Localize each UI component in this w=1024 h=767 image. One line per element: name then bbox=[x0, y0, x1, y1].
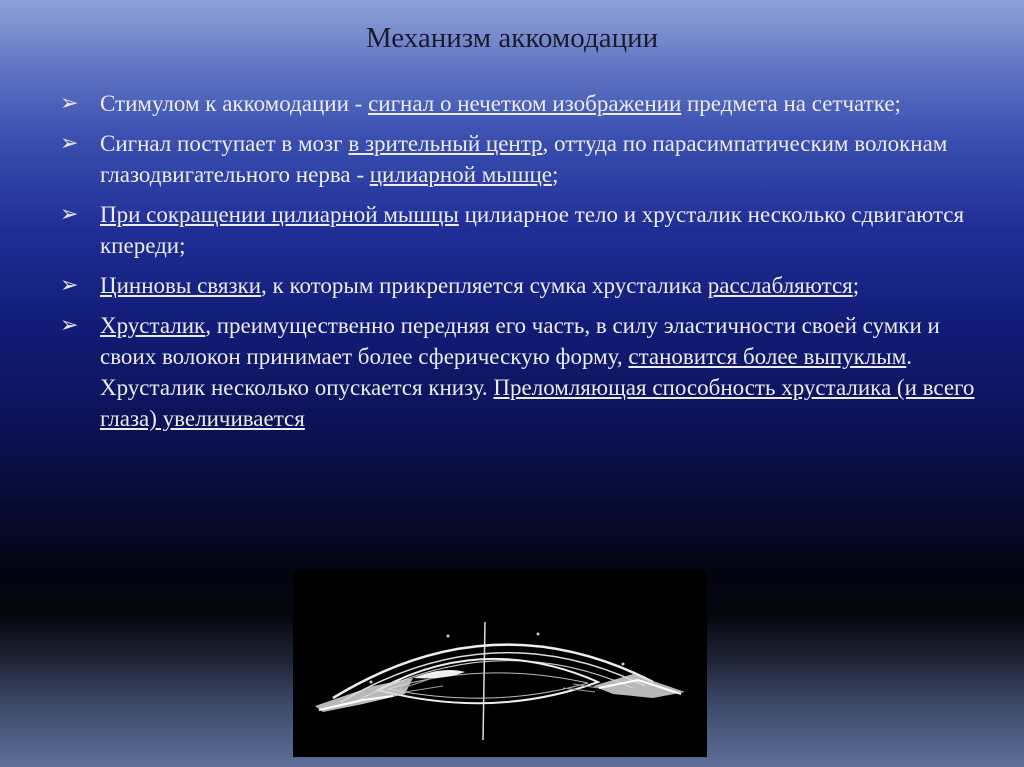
text-segment: . Хрусталик несколько опускается книзу. bbox=[100, 344, 913, 400]
arrow-bullet-icon: ➢ bbox=[60, 202, 79, 227]
underlined-term: сигнал о нечетком изображении bbox=[368, 91, 682, 116]
text-segment: ; bbox=[852, 273, 860, 298]
bullet-text bbox=[100, 131, 947, 187]
arrow-bullet-icon: ➢ bbox=[60, 273, 79, 298]
slide-title: Механизм аккомодации bbox=[365, 22, 659, 54]
text-segment: , оттуда по парасимпатическим волокнам глазодвигательного нерва - bbox=[100, 131, 948, 187]
underlined-term: Преломляющая способность хрусталика (и всего глаза) увеличивается bbox=[100, 375, 975, 431]
underlined-term: Цинновы связки bbox=[100, 273, 262, 298]
bullet-item bbox=[60, 128, 980, 190]
lens-accommodation-figure bbox=[293, 570, 707, 757]
lens-accommodation-diagram-icon bbox=[293, 570, 707, 757]
underlined-term: цилиарной мышце bbox=[369, 162, 552, 187]
text-segment: , к которым прикрепляется сумка хрусталика bbox=[261, 273, 708, 298]
underlined-term: становится более выпуклым bbox=[628, 344, 907, 369]
bullet-text bbox=[100, 313, 974, 431]
underlined-term: При сокращении цилиарной мышцы bbox=[100, 202, 459, 227]
bullet-text bbox=[100, 273, 859, 298]
arrow-bullet-icon: ➢ bbox=[60, 313, 79, 338]
bullet-item bbox=[60, 199, 980, 261]
bullet-item bbox=[60, 270, 980, 301]
text-segment: ; bbox=[551, 162, 559, 187]
text-segment: цилиарное тело и хрусталик несколько сдвигаются кпереди; bbox=[100, 202, 965, 258]
text-segment: Сигнал поступает в мозг bbox=[100, 131, 349, 156]
text-segment: предмета на сетчатке; bbox=[681, 91, 901, 116]
text-segment: Стимулом к аккомодации - bbox=[100, 91, 369, 116]
underlined-term: расслабляются bbox=[707, 273, 853, 298]
bullet-text bbox=[100, 91, 901, 116]
bullet-list bbox=[60, 88, 980, 443]
arrow-bullet-icon: ➢ bbox=[60, 91, 79, 116]
underlined-term: Хрусталик bbox=[100, 313, 206, 338]
text-segment: , преимущественно передняя его часть, в силу эластичности своей сумки и своих волокон принимает более сферическую форму, bbox=[100, 313, 940, 369]
bullet-item bbox=[60, 310, 980, 434]
arrow-bullet-icon: ➢ bbox=[60, 131, 79, 156]
bullet-text bbox=[100, 202, 964, 258]
underlined-term: в зрительный центр bbox=[348, 131, 543, 156]
bullet-item bbox=[60, 88, 980, 119]
